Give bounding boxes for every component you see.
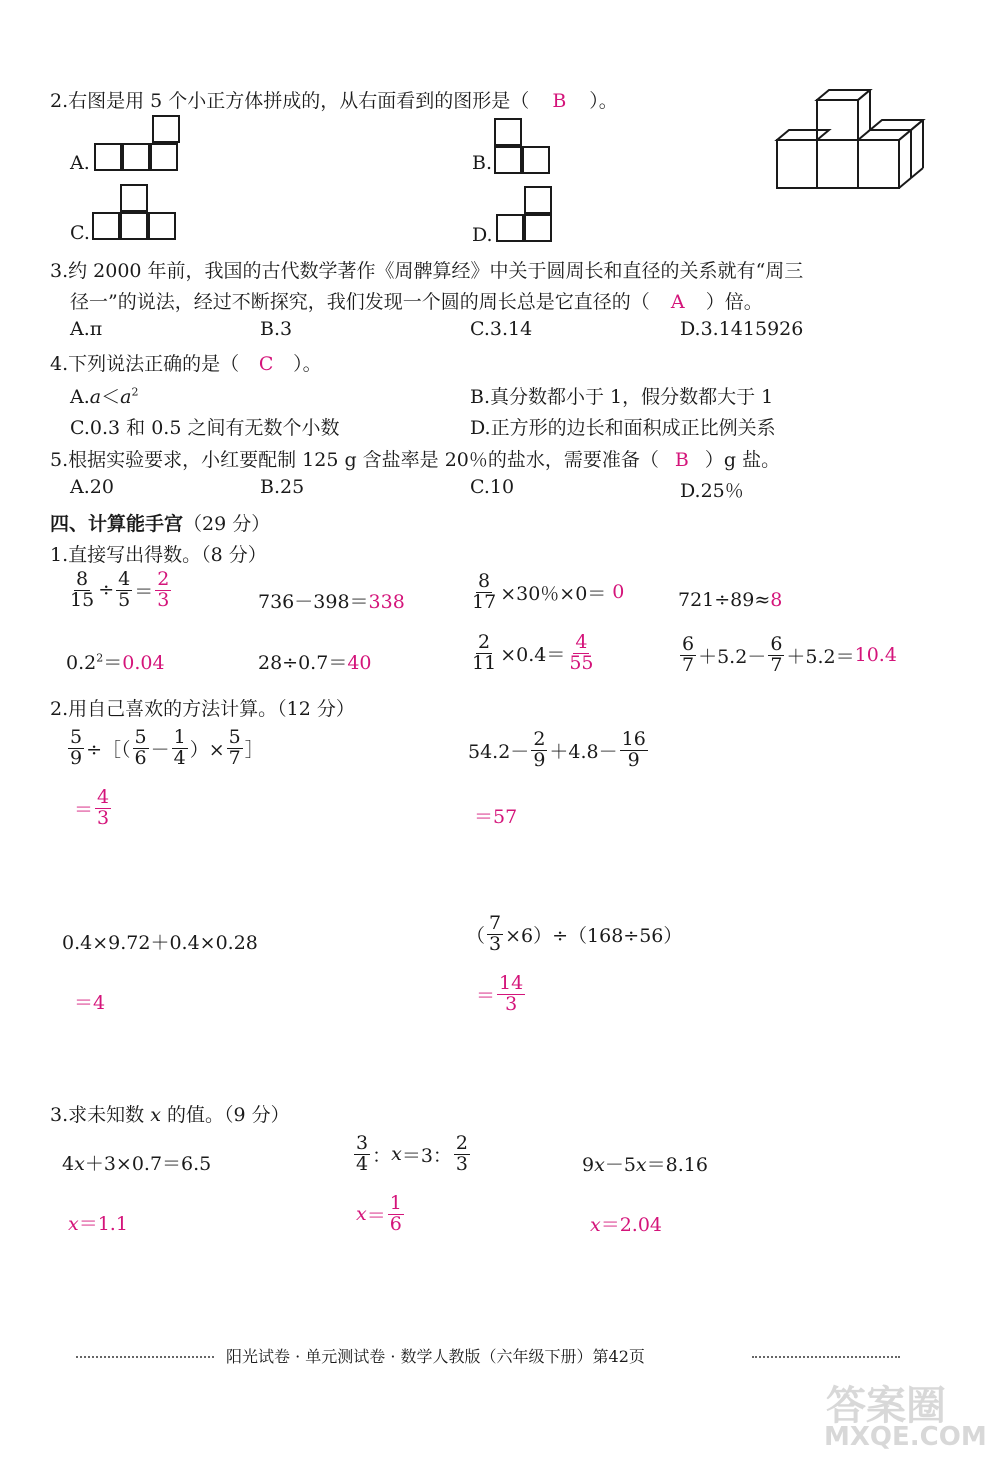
q2-answer: B [552, 90, 567, 112]
equation-answer-3: x＝2.04 [590, 1214, 663, 1236]
q4-answer: C [258, 353, 274, 375]
calc-item-7: $\frac{2}{11}$ ×0.4＝ $\frac{4}{55}$ [472, 631, 594, 674]
footer-divider-right [752, 1356, 900, 1358]
cube-figure [770, 88, 930, 194]
q4-option-b: B.真分数都小于 1，假分数都大于 1 [470, 386, 774, 408]
calc-item-6: 28÷0.7＝40 [258, 652, 372, 674]
q5-option-b: B.25 [260, 476, 305, 498]
watermark-logo: 答案圈 [826, 1383, 946, 1429]
equation-2: $\frac{3}{4}$ ： x ＝3： $\frac{2}{3}$ [356, 1132, 469, 1175]
q3-line2: 径一”的说法，经过不断探究，我们发现一个圆的周长总是它直径的（ A ）倍。 [70, 291, 763, 313]
q3-option-b: B.3 [260, 318, 293, 340]
footer-text: 阳光试卷 · 单元测试卷 · 数学人教版（六年级下册）第42页 [226, 1347, 645, 1366]
equation-1: 4x＋3×0.7＝6.5 [62, 1153, 212, 1175]
calc-answer-1: $\frac{2}{3}$ [157, 568, 170, 611]
q5-option-a: A.20 [70, 476, 114, 498]
calc-answer-7: $\frac{4}{55}$ [569, 631, 594, 674]
calc-item-4: 721÷89≈8 [678, 589, 783, 611]
part2-title: 2.用自己喜欢的方法计算。（12 分） [50, 698, 355, 720]
q3-option-c: C.3.14 [470, 318, 533, 340]
calc-answer-6: 40 [347, 652, 372, 674]
part3-title: 3.求未知数 x 的值。（9 分） [50, 1104, 290, 1126]
calc-answer-8: 10.4 [854, 644, 897, 667]
compute-item-1: $\frac{5}{9}$ ÷［（ $\frac{5}{6}$ － $\frac{1}{4}$ ）× $\frac{5}{7}$ ］ [70, 726, 264, 769]
calc-answer-3: 0 [612, 581, 625, 604]
q2-option-c-label: C. [70, 222, 90, 244]
compute-answer-2: ＝57 [474, 806, 518, 828]
q3-option-a: A.π [70, 318, 103, 340]
q5-option-d: D.25％ [680, 480, 744, 502]
q5-option-c: C.10 [470, 476, 515, 498]
q3-option-d: D.3.1415926 [680, 318, 804, 340]
equation-answer-1: x＝1.1 [68, 1213, 128, 1235]
calc-item-3: $\frac{8}{17}$ ×30％×0＝ 0 [472, 570, 625, 613]
q2-stem: 2.右图是用 5 个小正方体拼成的，从右面看到的图形是（ B ）。 [50, 90, 618, 112]
calc-answer-2: 338 [368, 591, 405, 613]
section4-title: 四、计算能手宫（29 分） [50, 513, 271, 535]
compute-answer-3: ＝4 [74, 992, 106, 1014]
watermark-url: MXQE.COM [824, 1422, 987, 1452]
q3-line1: 3.约 2000 年前，我国的古代数学著作《周髀算经》中关于圆周长和直径的关系就有“周三 [50, 260, 804, 282]
q5-answer: B [674, 449, 689, 471]
equation-answer-2: x ＝ $\frac{1}{6}$ [356, 1192, 402, 1235]
calc-answer-5: 0.04 [122, 652, 165, 674]
q3-answer: A [670, 291, 685, 313]
q4-option-c: C.0.3 和 0.5 之间有无数个小数 [70, 417, 340, 439]
q2-option-d-label: D. [472, 224, 493, 246]
q5-stem: 5.根据实验要求，小红要配制 125 g 含盐率是 20％的盐水，需要准备（ B ）g 盐。 [50, 449, 781, 471]
compute-item-3: 0.4×9.72＋0.4×0.28 [62, 932, 258, 954]
q4-option-a: $A.a<a^2$ [70, 385, 139, 408]
footer-divider-left [76, 1356, 214, 1358]
compute-item-2: 54.2－ $\frac{2}{9}$ ＋4.8－ $\frac{16}{9}$ [468, 728, 646, 771]
q4-option-d: D.正方形的边长和面积成正比例关系 [470, 417, 776, 439]
calc-answer-4: 8 [770, 589, 783, 611]
equation-3: 9x－5x＝8.16 [582, 1154, 708, 1176]
calc-item-8: $\frac{6}{7}$ ＋5.2－ $\frac{6}{7}$ ＋5.2＝ 10.4 [682, 633, 897, 676]
q2-option-a-label: A. [70, 152, 90, 174]
calc-item-2: 736－398＝338 [258, 591, 405, 613]
part1-title: 1.直接写出得数。（8 分） [50, 544, 267, 566]
q2-option-b-label: B. [472, 152, 493, 174]
compute-answer-4: ＝ $\frac{14}{3}$ [476, 972, 524, 1015]
calc-item-1: $\frac{8}{15}$ ÷ $\frac{4}{5}$ ＝ $\frac{2}{3}$ [70, 568, 170, 611]
calc-item-5: $0.2^2=0.04$ [66, 651, 165, 674]
compute-answer-1: ＝ $\frac{4}{3}$ [74, 786, 110, 829]
compute-item-4: （ $\frac{7}{3}$ ×6）÷（168÷56） [466, 912, 683, 955]
q4-stem: 4.下列说法正确的是（ C ）。 [50, 353, 322, 375]
